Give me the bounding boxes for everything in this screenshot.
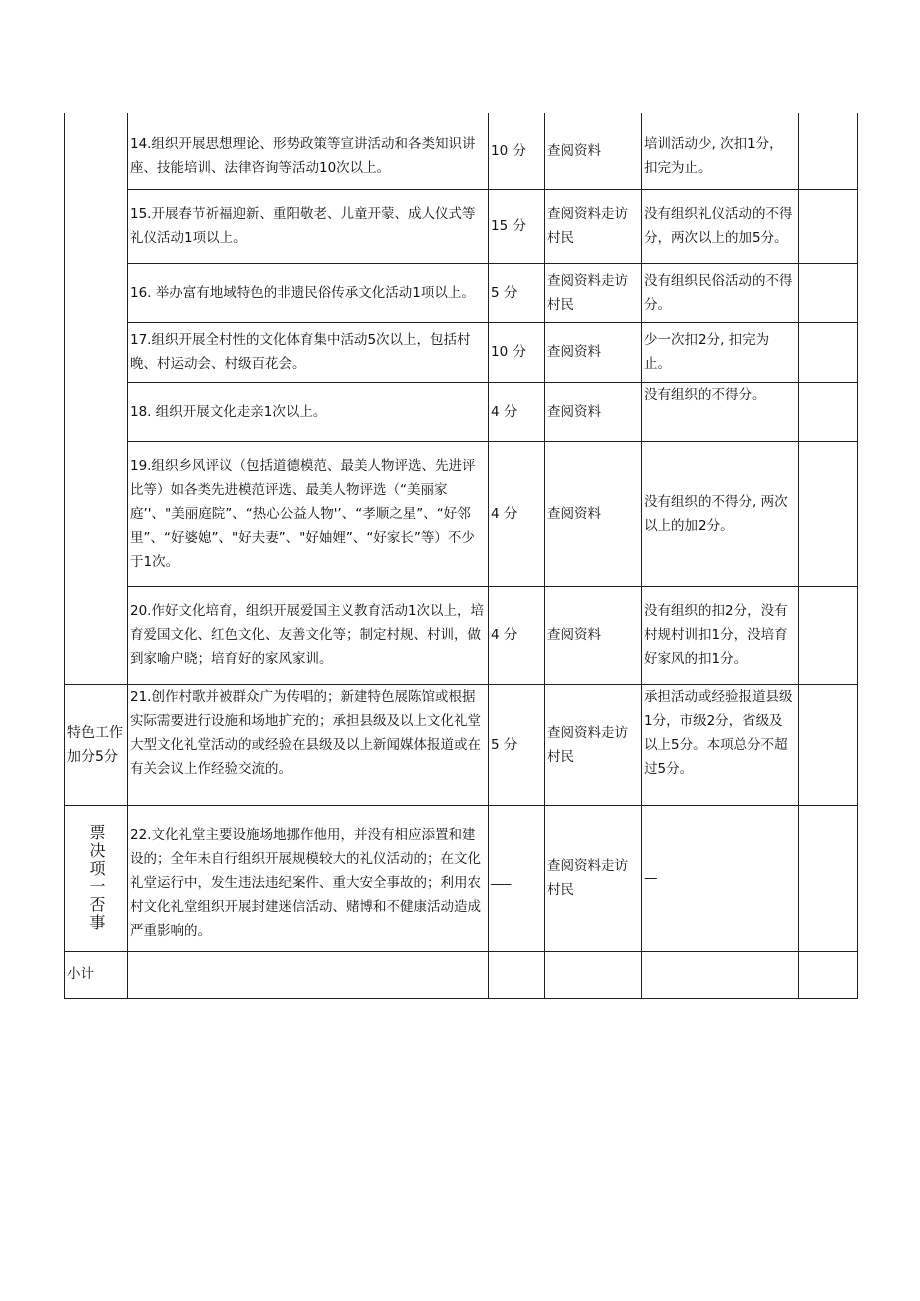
score-cell: ___ — [489, 805, 545, 951]
item-cell: 20.作好文化培育，组织开展爱国主义教育活动1次以上，培育爱国文化、红色文化、友善文化等；制定村规、村训，做到家喻户晓；培育好的家风家训。 — [128, 586, 489, 684]
result-cell — [799, 263, 858, 322]
item-cell: 16. 举办富有地域特色的非遗民俗传承文化活动1项以上。 — [128, 263, 489, 322]
table-row — [65, 441, 858, 586]
score-cell: 10 分 — [489, 322, 545, 382]
category-cell — [65, 805, 128, 951]
evaluation-table — [64, 113, 858, 999]
score-cell: 5 分 — [489, 263, 545, 322]
table-row — [65, 382, 858, 441]
method-cell — [545, 951, 642, 998]
result-cell — [799, 322, 858, 382]
method-cell: 查阅资料走访村民 — [545, 263, 642, 322]
table-row — [65, 586, 858, 684]
rule-cell: 没有组织的不得分。 — [642, 382, 799, 441]
category-cell: 特色工作加分5分 — [65, 684, 128, 805]
rule-cell: 少一次扣2分, 扣完为止。 — [642, 322, 799, 382]
score-cell: 5 分 — [489, 684, 545, 805]
result-cell — [799, 189, 858, 263]
score-cell: 4 分 — [489, 586, 545, 684]
item-cell: 17.组织开展全村性的文化体育集中活动5次以上，包括村晚、村运动会、村级百花会。 — [128, 322, 489, 382]
score-cell: 4 分 — [489, 441, 545, 586]
result-cell — [799, 805, 858, 951]
table-row — [65, 113, 858, 189]
method-cell: 查阅资料 — [545, 113, 642, 189]
table-row — [65, 684, 858, 805]
method-cell: 查阅资料 — [545, 441, 642, 586]
method-cell: 查阅资料走访村民 — [545, 684, 642, 805]
rule-cell — [642, 951, 799, 998]
rule-cell: 培训活动少, 次扣1分，扣完为止。 — [642, 113, 799, 189]
subtotal-label: 小计 — [65, 951, 128, 998]
result-cell — [799, 382, 858, 441]
rule-cell: 没有组织的扣2分，没有村规村训扣1分，没培育好家风的扣1分。 — [642, 586, 799, 684]
rule-cell: 没有组织民俗活动的不得分。 — [642, 263, 799, 322]
method-cell: 查阅资料走访村民 — [545, 189, 642, 263]
item-cell — [128, 951, 489, 998]
result-cell — [799, 113, 858, 189]
score-cell: 4 分 — [489, 382, 545, 441]
item-cell: 21.创作村歌并被群众广为传唱的；新建特色展陈馆或根据实际需要进行设施和场地扩充的；承担县级及以上文化礼堂大型文化礼堂活动的或经验在县级及以上新闻媒体报道或在有关会议上作经验交流的。 — [128, 684, 489, 805]
rule-cell: 承担活动或经验报道县级1分，市级2分，省级及以上5分。本项总分不超过5分。 — [642, 684, 799, 805]
table-row — [65, 263, 858, 322]
item-cell: 18. 组织开展文化走亲1次以上。 — [128, 382, 489, 441]
result-cell — [799, 586, 858, 684]
score-cell: 10 分 — [489, 113, 545, 189]
table-row — [65, 322, 858, 382]
rule-cell: 没有组织的不得分, 两次以上的加2分。 — [642, 441, 799, 586]
score-cell: 15 分 — [489, 189, 545, 263]
result-cell — [799, 441, 858, 586]
method-cell: 查阅资料走访村民 — [545, 805, 642, 951]
rule-cell: — — [642, 805, 799, 951]
result-cell — [799, 684, 858, 805]
item-cell: 15.开展春节祈福迎新、重阳敬老、儿童开蒙、成人仪式等礼仪活动1项以上。 — [128, 189, 489, 263]
table-row — [65, 805, 858, 951]
item-cell: 22.文化礼堂主要设施场地挪作他用，并没有相应添置和建设的；全年未自行组织开展规模较大的礼仪活动的；在文化礼堂运行中，发生违法违纪案件、重大安全事故的；利用农村文化礼堂组织开展封建迷信活动、赌博和不健康活动造成严重影响的。 — [128, 805, 489, 951]
method-cell: 查阅资料 — [545, 322, 642, 382]
item-cell: 14.组织开展思想理论、形势政策等宣讲活动和各类知识讲座、技能培训、法律咨询等活动10次以上。 — [128, 113, 489, 189]
item-cell: 19.组织乡风评议（包括道德模范、最美人物评选、先进评比等）如各类先进模范评选、最美人物评选（“美丽家庭’'、"美丽庭院”、“热心公益人物'’、“孝顺之星”、“好邻里”、“好婆媳”、"好夫妻”、"好妯娌”、“好家长”等）不少于1次。 — [128, 441, 489, 586]
rule-cell: 没有组织礼仪活动的不得分，两次以上的加5分。 — [642, 189, 799, 263]
method-cell: 查阅资料 — [545, 382, 642, 441]
table-row — [65, 189, 858, 263]
veto-category-label: 票决项一否事 — [87, 824, 106, 932]
table-row — [65, 951, 858, 998]
method-cell: 查阅资料 — [545, 586, 642, 684]
result-cell — [799, 951, 858, 998]
category-cell — [65, 113, 128, 684]
score-cell — [489, 951, 545, 998]
